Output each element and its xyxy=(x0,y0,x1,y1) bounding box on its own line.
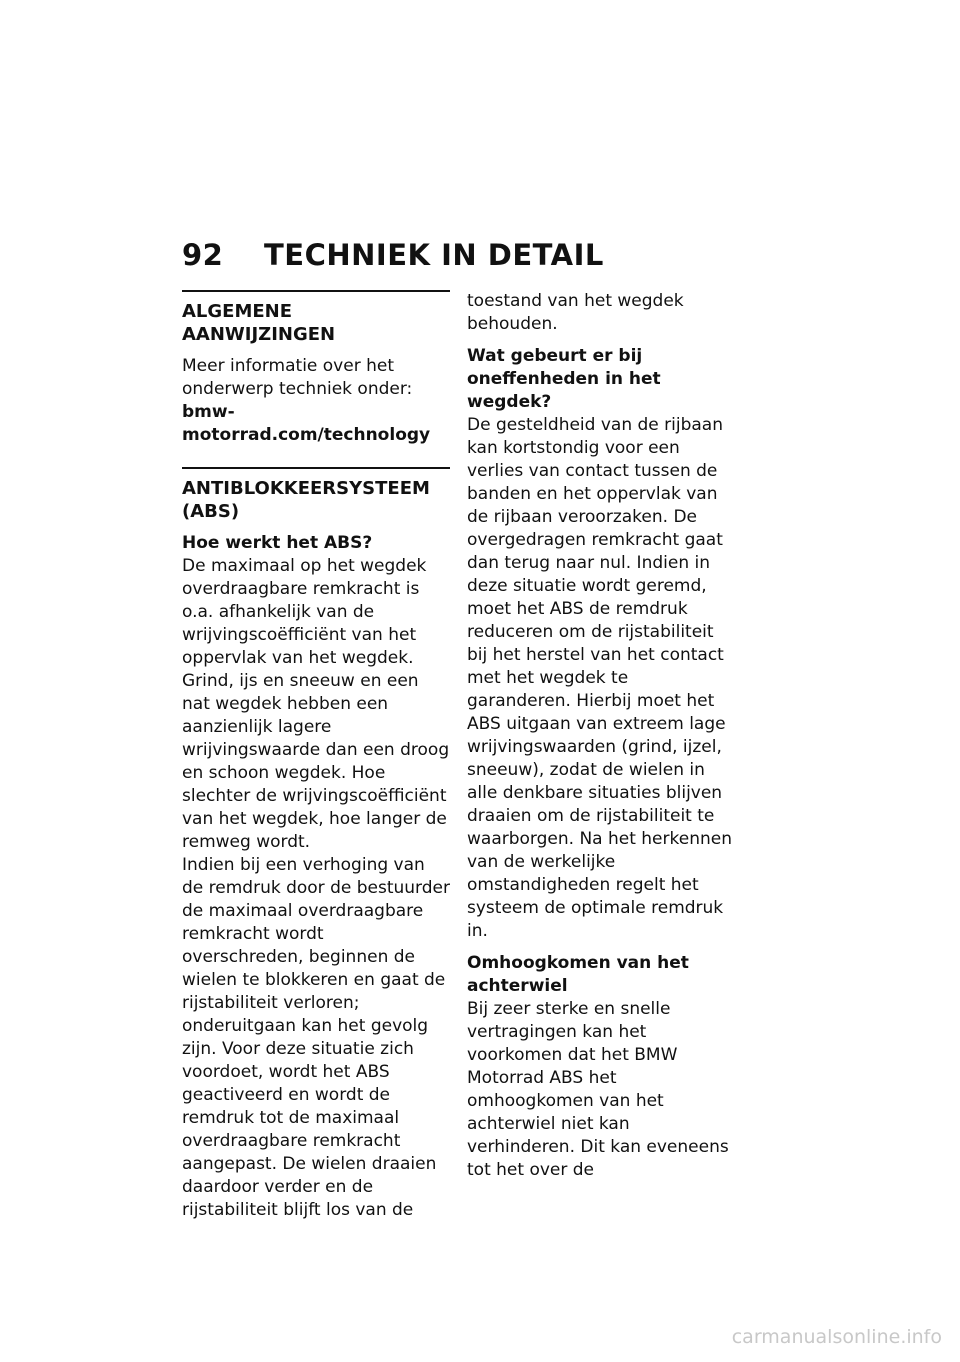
watermark: carmanualsonline.info xyxy=(731,1326,942,1348)
subheading-road-unevenness: Wat gebeurt er bij oneffenheden in het wegdek? xyxy=(467,346,661,412)
technology-link[interactable]: bmw-motorrad.com/technology xyxy=(182,402,431,445)
rear-wheel-lift-text: Bij zeer sterke en snelle vertragingen kan het voorkomen dat het BMW Motorrad ABS het omhoogkomen van het achterwiel niet kan verhinderen. Dit kan eveneens tot het over de xyxy=(467,999,729,1180)
section-heading-general: ALGEMENE AANWIJZINGEN xyxy=(182,301,336,345)
section-divider xyxy=(182,290,450,292)
page-number: 92 xyxy=(182,238,224,272)
road-unevenness-text: De gesteldheid van de rijbaan kan kortstondig voor een verlies van contact tussen de banden en het oppervlak van de rijbaan veroorzaken. De overgedragen remkracht gaat dan terug naar nul. Indien in deze situatie wordt geremd, moet het ABS de remdruk reduceren om de rijstabiliteit bij het herstel van het contact met het wegdek te garanderen. Hierbij moet het ABS uitgaan van extreem lage wrijvingswaarden (grind, ijzel, sneeuw), zodat de wielen in alle denkbare situaties blijven draaien om de rijstabiliteit te waarborgen. Na het herkennen van de werkelijke omstandigheden regelt het systeem de optimale remdruk in. xyxy=(467,415,732,941)
page-title-text: TECHNIEK IN DETAIL xyxy=(264,238,604,272)
abs-paragraph-1: De maximaal op het wegdek overdraagbare remkracht is o.a. afhankelijk van de wrijvingscoëfficiënt van het oppervlak van het wegdek. Grind, ijs en sneeuw en een nat wegdek hebben een aanzienlijk lagere wrijvingswaarde dan een droog en schoon wegdek. Hoe slechter de wrijvingscoëfficiënt van het wegdek, hoe langer de remweg wordt. xyxy=(182,556,450,852)
left-column xyxy=(182,290,450,1222)
abs-paragraph-2: Indien bij een verhoging van de remdruk door de bestuurder de maximaal overdraagbare remkracht wordt overschreden, beginnen de wielen te blokkeren en gaat de rijstabiliteit verloren; onderuitgaan kan het gevolg zijn. Voor deze situatie zich voordoet, wordt het ABS geactiveerd en wordt de remdruk tot de maximaal overdraagbare remkracht aangepast. De wielen draaien daardoor verder en de rijstabiliteit blijft los van de xyxy=(182,855,450,1220)
page-title xyxy=(182,238,742,272)
section-divider xyxy=(182,467,450,469)
continuation-text: toestand van het wegdek behouden. xyxy=(467,291,684,334)
general-info-text: Meer informatie over het onderwerp techniek onder: xyxy=(182,356,413,399)
subheading-rear-wheel-lift: Omhoogkomen van het achterwiel xyxy=(467,953,689,996)
section-heading-abs: ANTIBLOKKEERSYSTEEM (ABS) xyxy=(182,478,430,522)
right-column xyxy=(467,290,735,1182)
subheading-how-abs-works: Hoe werkt het ABS? xyxy=(182,533,373,553)
